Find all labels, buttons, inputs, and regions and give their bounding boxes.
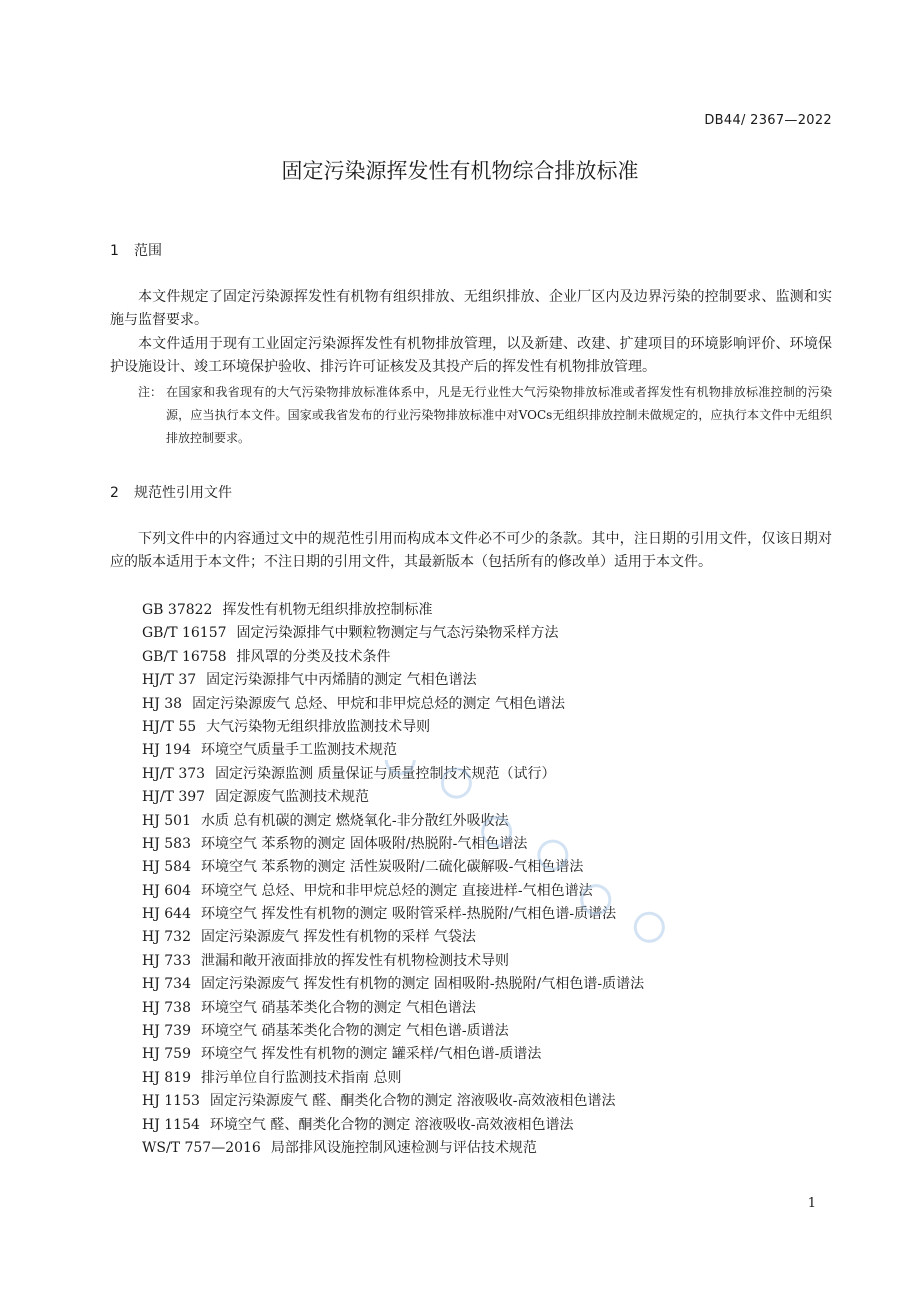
reference-title: 环境空气 硝基苯类化合物的测定 气相色谱法: [201, 999, 476, 1016]
reference-title: 固定污染源废气 挥发性有机物的测定 固相吸附-热脱附/气相色谱-质谱法: [201, 976, 645, 993]
reference-list: [142, 599, 644, 1160]
reference-title: 水质 总有机碳的测定 燃烧氧化-非分散红外吸收法: [201, 812, 509, 829]
reference-code: HJ 733: [142, 952, 191, 969]
reference-item: [142, 1043, 644, 1066]
reference-code: HJ 604: [142, 882, 191, 899]
reference-title: 固定污染源排气中丙烯腈的测定 气相色谱法: [206, 672, 477, 689]
reference-code: HJ 819: [142, 1069, 191, 1086]
reference-title: 固定污染源监测 质量保证与质量控制技术规范（试行）: [215, 765, 556, 782]
reference-item: [142, 856, 644, 879]
reference-title: 局部排风设施控制风速检测与评估技术规范: [270, 1139, 537, 1156]
reference-code: GB 37822: [142, 602, 213, 618]
reference-code: GB/T 16758: [142, 648, 227, 665]
reference-code: HJ 194: [142, 742, 191, 759]
reference-item: [142, 880, 644, 903]
reference-item: [142, 669, 644, 692]
reference-item: [142, 786, 644, 809]
section-title: 规范性引用文件: [134, 485, 232, 501]
section-title: 范围: [134, 243, 162, 259]
reference-title: 挥发性有机物无组织排放控制标准: [222, 602, 433, 618]
scope-paragraph-1: 本文件规定了固定污染源挥发性有机物有组织排放、无组织排放、企业厂区内及边界污染的控制要求、监测和实施与监督要求。: [110, 289, 832, 328]
reference-item: [142, 739, 644, 762]
reference-code: HJ 738: [142, 999, 191, 1016]
reference-title: 环境空气质量手工监测技术规范: [201, 742, 397, 759]
reference-code: HJ 732: [142, 929, 191, 946]
reference-item: [142, 646, 644, 669]
reference-title: 泄漏和敞开液面排放的挥发性有机物检测技术导则: [201, 952, 509, 969]
reference-title: 大气污染物无组织排放监测技术导则: [206, 718, 431, 735]
scope-paragraph-2: 本文件适用于现有工业固定污染源挥发性有机物排放管理，以及新建、改建、扩建项目的环境影响评价、环境保护设施设计、竣工环境保护验收、排污许可证核发及其投产后的挥发性有机物排放管理。: [110, 336, 832, 375]
reference-code: HJ 739: [142, 1023, 191, 1040]
document-title: 固定污染源挥发性有机物综合排放标准: [281, 159, 639, 183]
reference-code: WS/T 757—2016: [142, 1139, 261, 1156]
reference-title: 固定污染源废气 醛、酮类化合物的测定 溶液吸收-高效液相色谱法: [209, 1093, 616, 1110]
reference-title: 环境空气 挥发性有机物的测定 吸附管采样-热脱附/气相色谱-质谱法: [201, 906, 617, 923]
reference-code: HJ 644: [142, 906, 191, 923]
reference-item: [142, 693, 644, 716]
reference-code: HJ/T 55: [142, 718, 197, 735]
reference-item: [142, 903, 644, 926]
reference-item: [142, 1090, 644, 1113]
reference-code: HJ 38: [142, 695, 183, 712]
reference-title: 环境空气 苯系物的测定 活性炭吸附/二硫化碳解吸-气相色谱法: [201, 859, 584, 876]
scope-note: [138, 381, 832, 450]
note-text: 在国家和我省现有的大气污染物排放标准体系中，凡是无行业性大气污染物排放标准或者挥发性有机物排放标准控制的污染源，应当执行本文件。国家或我省发布的行业污染物排放标准中对VOCs无组织排放控制未做规定的，应执行本文件中无组织排放控制要求。: [166, 385, 832, 445]
reference-item: [142, 1020, 644, 1043]
section-heading-normative-references: [110, 482, 232, 502]
reference-title: 环境空气 挥发性有机物的测定 罐采样/气相色谱-质谱法: [201, 1046, 542, 1063]
reference-item: [142, 1067, 644, 1090]
note-label: 注：: [138, 385, 163, 399]
reference-title: 固定污染源废气 总烃、甲烷和非甲烷总烃的测定 气相色谱法: [192, 695, 565, 712]
section-number: 2: [110, 485, 119, 501]
reference-title: 固定源废气监测技术规范: [215, 789, 370, 806]
section-number: 1: [110, 243, 119, 259]
reference-title: 排污单位自行监测技术指南 总则: [201, 1069, 402, 1086]
reference-item: [142, 833, 644, 856]
reference-item: [142, 950, 644, 973]
reference-item: [142, 599, 644, 622]
reference-title: 固定污染源排气中颗粒物测定与气态污染物采样方法: [236, 625, 559, 642]
reference-item: [142, 997, 644, 1020]
page-number: 1: [807, 1196, 816, 1211]
reference-code: HJ 1153: [142, 1093, 200, 1110]
reference-code: HJ/T 373: [142, 765, 206, 782]
reference-title: 环境空气 总烃、甲烷和非甲烷总烃的测定 直接进样-气相色谱法: [201, 882, 593, 899]
reference-code: HJ/T 37: [142, 672, 197, 689]
reference-item: [142, 716, 644, 739]
reference-title: 环境空气 醛、酮类化合物的测定 溶液吸收-高效液相色谱法: [209, 1116, 574, 1133]
reference-code: HJ/T 397: [142, 789, 206, 806]
reference-title: 排风罩的分类及技术条件: [236, 648, 391, 665]
reference-item: [142, 926, 644, 949]
reference-code: HJ 734: [142, 976, 191, 993]
references-intro-paragraph: 下列文件中的内容通过文中的规范性引用而构成本文件必不可少的条款。其中，注日期的引用文件，仅该日期对应的版本适用于本文件；不注日期的引用文件，其最新版本（包括所有的修改单）适用于本文件。: [110, 531, 832, 570]
reference-item: [142, 973, 644, 996]
reference-title: 环境空气 硝基苯类化合物的测定 气相色谱-质谱法: [201, 1023, 509, 1040]
reference-item: [142, 810, 644, 833]
reference-code: HJ 1154: [142, 1116, 200, 1133]
reference-title: 固定污染源废气 挥发性有机物的采样 气袋法: [201, 929, 476, 946]
reference-code: GB/T 16157: [142, 625, 227, 642]
reference-code: HJ 584: [142, 859, 191, 876]
reference-code: HJ 501: [142, 812, 191, 829]
reference-item: [142, 763, 644, 786]
section-heading-scope: [110, 240, 162, 260]
reference-item: [142, 1137, 644, 1160]
reference-title: 环境空气 苯系物的测定 固体吸附/热脱附-气相色谱法: [201, 835, 528, 852]
reference-item: [142, 1114, 644, 1137]
reference-code: HJ 759: [142, 1046, 191, 1063]
reference-item: [142, 622, 644, 645]
document-code: DB44/ 2367—2022: [704, 113, 832, 128]
reference-code: HJ 583: [142, 835, 191, 852]
